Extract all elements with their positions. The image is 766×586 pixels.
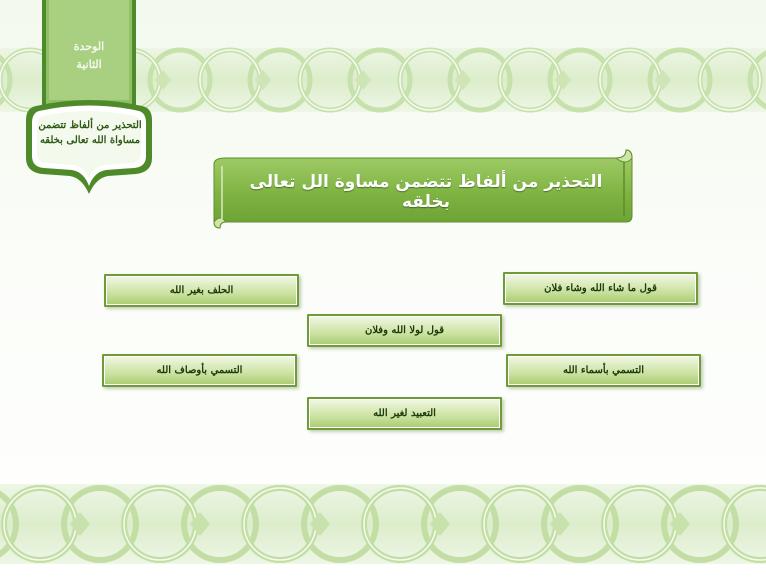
item-box-oath[interactable]: الحلف بغير الله — [104, 274, 299, 307]
item-box-names[interactable]: التسمي بأسماء الله — [506, 354, 701, 387]
item-box-mashallah[interactable]: قول ما شاء الله وشاء فلان — [503, 272, 698, 305]
page-title: التحذير من ألفاظ تتضمن مساوة الل تعالى بخلقه — [249, 172, 603, 212]
item-box-servitude[interactable]: التعبيد لغير الله — [307, 397, 502, 430]
unit-label-line1: الوحدة — [73, 40, 105, 53]
item-box-lawla[interactable]: قول لولا الله وفلان — [307, 314, 502, 347]
item-box-attributes[interactable]: التسمي بأوصاف الله — [102, 354, 297, 387]
lesson-badge-line2: مساواة الله تعالى بخلقه — [39, 135, 141, 146]
bottom-ornament-band — [0, 470, 766, 578]
unit-tab — [40, 0, 138, 110]
unit-label-line2: الثانية — [76, 58, 102, 71]
lesson-badge-text — [34, 118, 146, 148]
lesson-badge-line1: التحذير من ألفاظ تتضمن — [38, 120, 142, 131]
